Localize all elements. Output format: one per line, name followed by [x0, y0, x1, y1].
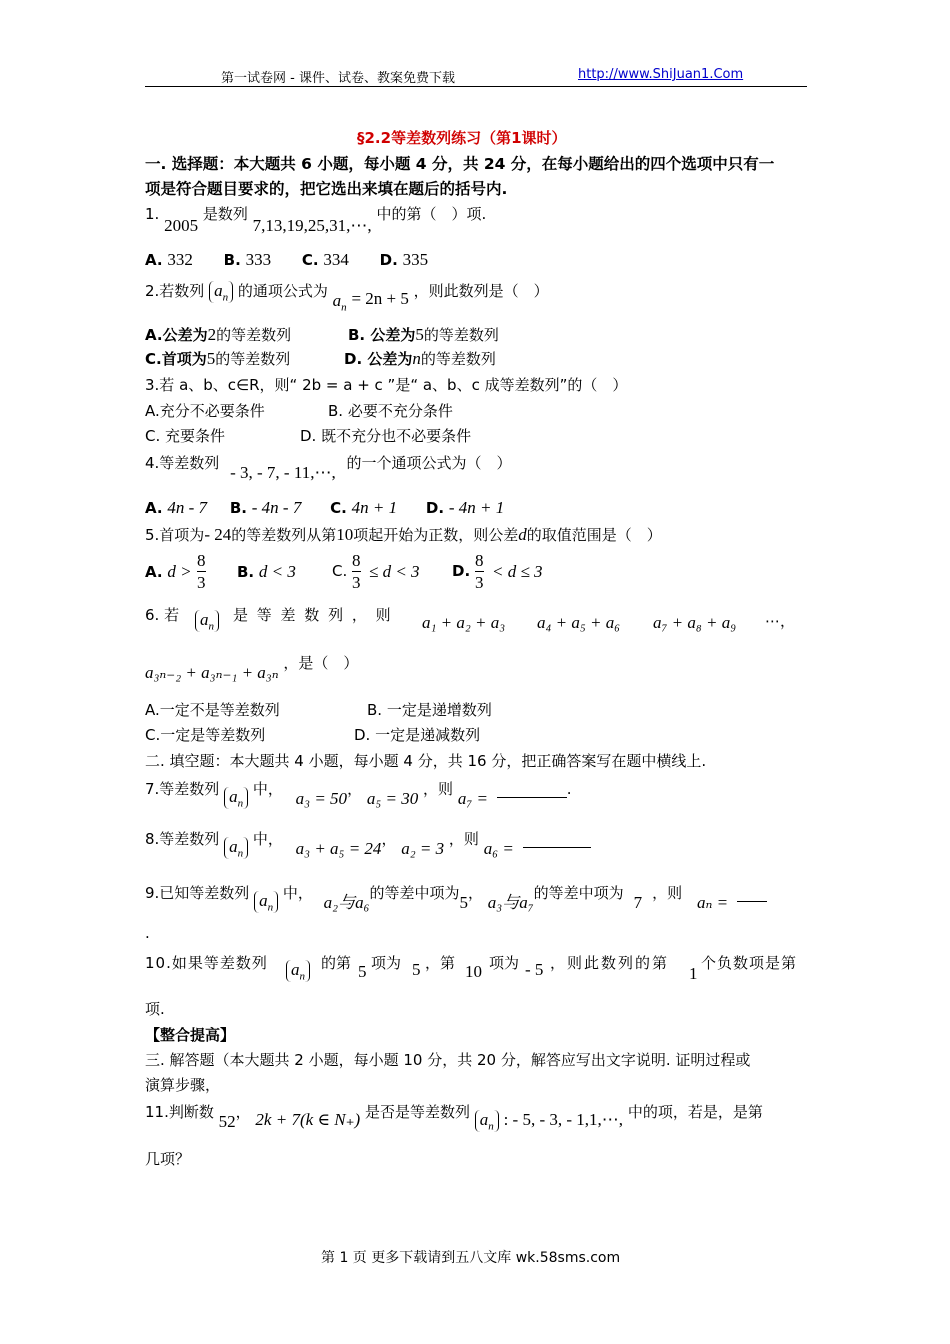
- q2-options-row1: [145, 324, 805, 345]
- q3-opt-a: A.充分不必要条件: [145, 402, 265, 420]
- q9-trailing-dot: .: [145, 924, 150, 942]
- q7-tail: ，则: [423, 780, 454, 798]
- q3-opt-d: D. 既不充分也不必要条件: [300, 427, 472, 445]
- page-title: §2.2等差数列练习（第1课时）: [357, 129, 567, 147]
- q5-v3: d: [518, 525, 527, 544]
- q4-options: [145, 498, 504, 518]
- q5-opt-c-value: ≤ d < 3: [369, 562, 420, 581]
- q4-opt-c-label: C.: [330, 499, 347, 517]
- question-4: [145, 452, 512, 482]
- header-site-text: 第一试卷网 - 课件、试卷、教案免费下载: [221, 71, 455, 86]
- q1-options: [145, 250, 428, 270]
- q2-opt-a: A.公差为2的等差数列: [145, 325, 292, 344]
- q2-tail: ，则此数列是（ ）: [413, 282, 549, 300]
- q4-opt-a-label: A.: [145, 499, 163, 517]
- q6-term4: a₃ₙ₋₂ + a₃ₙ₋₁ + a₃ₙ: [145, 663, 279, 682]
- section2-intro: 二. 填空题：本大题共 4 小题，每小题 4 分，共 16 分，把正确答案写在题中横线上.: [145, 752, 707, 770]
- q10-v5: 1: [689, 964, 698, 983]
- q10-p3: ，第: [425, 954, 456, 972]
- q9-pre: 9.已知等差数列: [145, 884, 250, 902]
- q7-mid: 中，: [252, 780, 283, 798]
- q6-opt-c: C.一定是等差数列: [145, 726, 266, 744]
- q10-v3: 10: [465, 962, 482, 981]
- q5-opt-a: A. d >: [145, 562, 192, 581]
- q1-opt-d-value: 335: [402, 250, 429, 269]
- q5-options: [145, 550, 805, 598]
- q6-term1: a₁ + a₂ + a₃: [422, 613, 506, 632]
- q11-sequence: : - 5, - 3, - 1,1,⋯,: [503, 1110, 624, 1129]
- q6-options-row1: [145, 699, 805, 720]
- q1-opt-a-value: 332: [167, 250, 193, 269]
- q7-cond2: a₅ = 30: [366, 789, 419, 808]
- q7-pre: 7.等差数列: [145, 780, 220, 798]
- q4-pre: 4.等差数列: [145, 454, 220, 472]
- q1-opt-c-label: C.: [301, 251, 319, 269]
- q4-sequence: - 3, - 7, - 11,⋯,: [230, 463, 336, 482]
- q8-tail: ，则: [448, 830, 479, 848]
- q9-mid: 中，: [282, 884, 313, 902]
- q1-opt-a-label: A.: [145, 251, 163, 269]
- question-7: 7.等差数列 $a_n$ 中， a₃ = 50， a₅ = 30 ，则 a₇ = .: [145, 780, 572, 810]
- q5-opt-d-fraction: 8 3: [475, 551, 484, 592]
- question-10: [145, 952, 805, 982]
- question-11: 11.判断数 52， 2k + 7(k ∈ N₊) 是否是等差数列 $a_n$ : - 5, - 3, - 1,1,⋯, 中的项，若是，是第: [145, 1103, 763, 1133]
- q4-opt-d-value: - 4n + 1: [448, 498, 505, 517]
- q9-m1: 的等差中项为: [369, 884, 460, 902]
- q10-p4: 项为: [489, 954, 520, 972]
- q11-pre: 11.判断数: [145, 1103, 214, 1121]
- q6-opt-b: B. 一定是递增数列: [367, 701, 492, 719]
- q5-opt-d-value: < d ≤ 3: [492, 562, 543, 581]
- q9-m2: 的等差中项为: [533, 884, 624, 902]
- q4-opt-a-value: 4n - 7: [167, 498, 208, 517]
- q6-tail: ，是（ ）: [283, 654, 359, 672]
- q4-opt-d-label: D.: [425, 499, 445, 517]
- q7-sequence-symbol: $a_n$: [224, 787, 248, 809]
- q6-term3: a₇ + a₈ + a₉: [653, 613, 737, 632]
- q8-cond2: a₂ = 3: [401, 839, 445, 858]
- q2-formula-a: $a_n$: [332, 291, 347, 314]
- q5-opt-b: B. d < 3: [237, 562, 296, 581]
- q9-cond1: a₂与a₆: [323, 893, 370, 912]
- q9-v2: 7: [633, 893, 643, 912]
- q10-v4: - 5: [525, 960, 544, 979]
- q5-p1: 5.首项为: [145, 526, 205, 544]
- q4-opt-c-value: 4n + 1: [351, 498, 398, 517]
- q1-opt-c-value: 334: [323, 250, 349, 269]
- q2-pre: 2.若数列: [145, 282, 205, 300]
- q2-sequence-symbol: $a_n$: [209, 281, 233, 303]
- q5-opt-d-label: D.: [452, 562, 471, 580]
- q5-p3: 项起开始为正数，则公差: [353, 526, 519, 544]
- q10-p6: 个负数项是第: [701, 954, 798, 972]
- q10-line2: 项.: [145, 1000, 165, 1018]
- question-6-line2: [145, 652, 359, 682]
- q6-opt-d: D. 一定是递减数列: [354, 726, 481, 744]
- question-8: 8.等差数列 $a_n$ 中， a₃ + a₅ = 24， a₂ = 3 ，则 a₆ =: [145, 828, 591, 851]
- q5-v2: 10: [336, 525, 354, 544]
- q8-sequence-symbol: $a_n$: [224, 837, 248, 859]
- q8-target: a₆ =: [483, 839, 514, 858]
- q6-term2: a₄ + a₅ + a₆: [537, 613, 621, 632]
- q9-cond2: a₃与a₇: [487, 893, 534, 912]
- question-3: 3.若 a、b、c∈R，则“ 2b = a + c ”是“ a、b、c 成等差数列”的（ ）: [145, 376, 628, 394]
- q1-tail: 中的第（ ）项.: [376, 205, 487, 223]
- q4-opt-b-label: B.: [229, 499, 247, 517]
- q1-opt-b-label: B.: [223, 251, 241, 269]
- q5-p2: 的等差数列从第: [231, 526, 337, 544]
- q10-p1: 的第: [321, 954, 352, 972]
- q10-p5: ，则此数列的第: [550, 954, 670, 972]
- q4-opt-b-value: - 4n - 7: [251, 498, 302, 517]
- section1-intro-line2: 项是符合题目要求的，把它选出来填在题后的括号内.: [145, 180, 508, 198]
- q1-number: 1.: [145, 205, 160, 223]
- footer-text: 第 1 页 更多下载请到五八文库 wk.58sms.com: [321, 1250, 621, 1266]
- q1-opt-d-label: D.: [379, 251, 398, 269]
- q5-opt-c-fraction: 8 3: [352, 551, 361, 592]
- q1-sequence: 7,13,19,25,31,⋯,: [252, 216, 372, 235]
- q1-opt-b-value: 333: [245, 250, 272, 269]
- section-improve-heading: 【整合提高】: [145, 1026, 236, 1044]
- q10-v1: 5: [358, 962, 367, 981]
- q5-v1: - 24: [204, 525, 232, 544]
- q3-opt-c: C. 充要条件: [145, 427, 226, 445]
- header-divider: [145, 86, 807, 87]
- q2-opt-d: D. 公差为n的等差数列: [344, 349, 496, 368]
- q11-v2: 2k + 7(k ∈ N₊): [255, 1110, 361, 1129]
- q6-options-row2: [145, 724, 805, 745]
- q5-opt-a-fraction: 8 3: [197, 551, 206, 592]
- q6-sequence-symbol: $a_n$: [195, 610, 219, 632]
- q11-mid: 是否是等差数列: [364, 1103, 470, 1121]
- q8-pre: 8.等差数列: [145, 830, 220, 848]
- q11-v1: 52: [218, 1112, 236, 1131]
- q2-options-row2: [145, 348, 805, 369]
- q2-opt-c: C.首项为5的等差数列: [145, 349, 291, 368]
- q9-sequence-symbol: $a_n$: [254, 891, 278, 913]
- q11-tail: 中的项，若是，是第: [627, 1103, 763, 1121]
- q3-opt-b: B. 必要不充分条件: [328, 402, 453, 420]
- q1-mid: 是数列: [202, 205, 248, 223]
- section3-line1: 三. 解答题（本大题共 2 小题，每小题 10 分，共 20 分，解答应写出文字说明. 证明过程或: [145, 1051, 751, 1069]
- q6-dots: ⋯，: [765, 612, 796, 630]
- q9-tail: ，则: [652, 884, 683, 902]
- q8-cond1: a₃ + a₅ = 24: [295, 839, 382, 858]
- question-1: [145, 203, 487, 235]
- header-url-link[interactable]: http://www.ShiJuan1.Com: [578, 67, 744, 82]
- q8-mid: 中，: [252, 830, 283, 848]
- q7-cond1: a₃ = 50: [295, 789, 348, 808]
- section1-intro-line1: 一. 选择题：本大题共 6 小题，每小题 4 分，共 24 分，在每小题给出的四个选项中只有一: [145, 155, 775, 173]
- question-6-line1: [145, 604, 805, 634]
- q1-value: 2005: [164, 216, 199, 235]
- q7-target: a₇ =: [457, 789, 488, 808]
- q11-line2: 几项？: [145, 1150, 191, 1168]
- q10-v2: 5: [412, 960, 421, 979]
- q6-opt-a: A.一定不是等差数列: [145, 701, 280, 719]
- q3-options-row2: [145, 425, 805, 446]
- q10-p2: 项为: [371, 954, 402, 972]
- q7-answer-blank[interactable]: [497, 797, 567, 798]
- q9-v1: 5: [459, 893, 469, 912]
- q9-answer-blank[interactable]: [737, 901, 767, 902]
- q6-mid: 是 等 差 数 列 ， 则: [233, 606, 391, 624]
- q3-options-row1: [145, 400, 805, 421]
- q6-pre: 6. 若: [145, 606, 180, 624]
- question-9: 9.已知等差数列 $a_n$ 中， a₂与a₆的等差中项为5， a₃与a₇的等差中项为 7 ，则 aₙ =: [145, 878, 767, 905]
- q2-mid: 的通项公式为: [237, 282, 328, 300]
- question-5: [145, 524, 662, 545]
- q5-opt-c-label: C.: [332, 562, 348, 580]
- section3-line2: 演算步骤，: [145, 1076, 221, 1094]
- q10-sequence-symbol: $a_n$: [286, 960, 310, 982]
- q5-p4: 的取值范围是（ ）: [526, 526, 662, 544]
- question-2: [145, 280, 549, 314]
- q4-tail: 的一个通项公式为（ ）: [346, 454, 512, 472]
- q10-pre: 10.如果等差数列: [145, 954, 268, 972]
- q2-opt-b: B. 公差为5的等差数列: [348, 325, 499, 344]
- q9-target: aₙ =: [696, 893, 729, 912]
- q2-formula: = 2n + 5: [351, 289, 409, 308]
- q8-answer-blank[interactable]: [523, 847, 591, 848]
- q11-sequence-symbol: $a_n$: [475, 1110, 499, 1132]
